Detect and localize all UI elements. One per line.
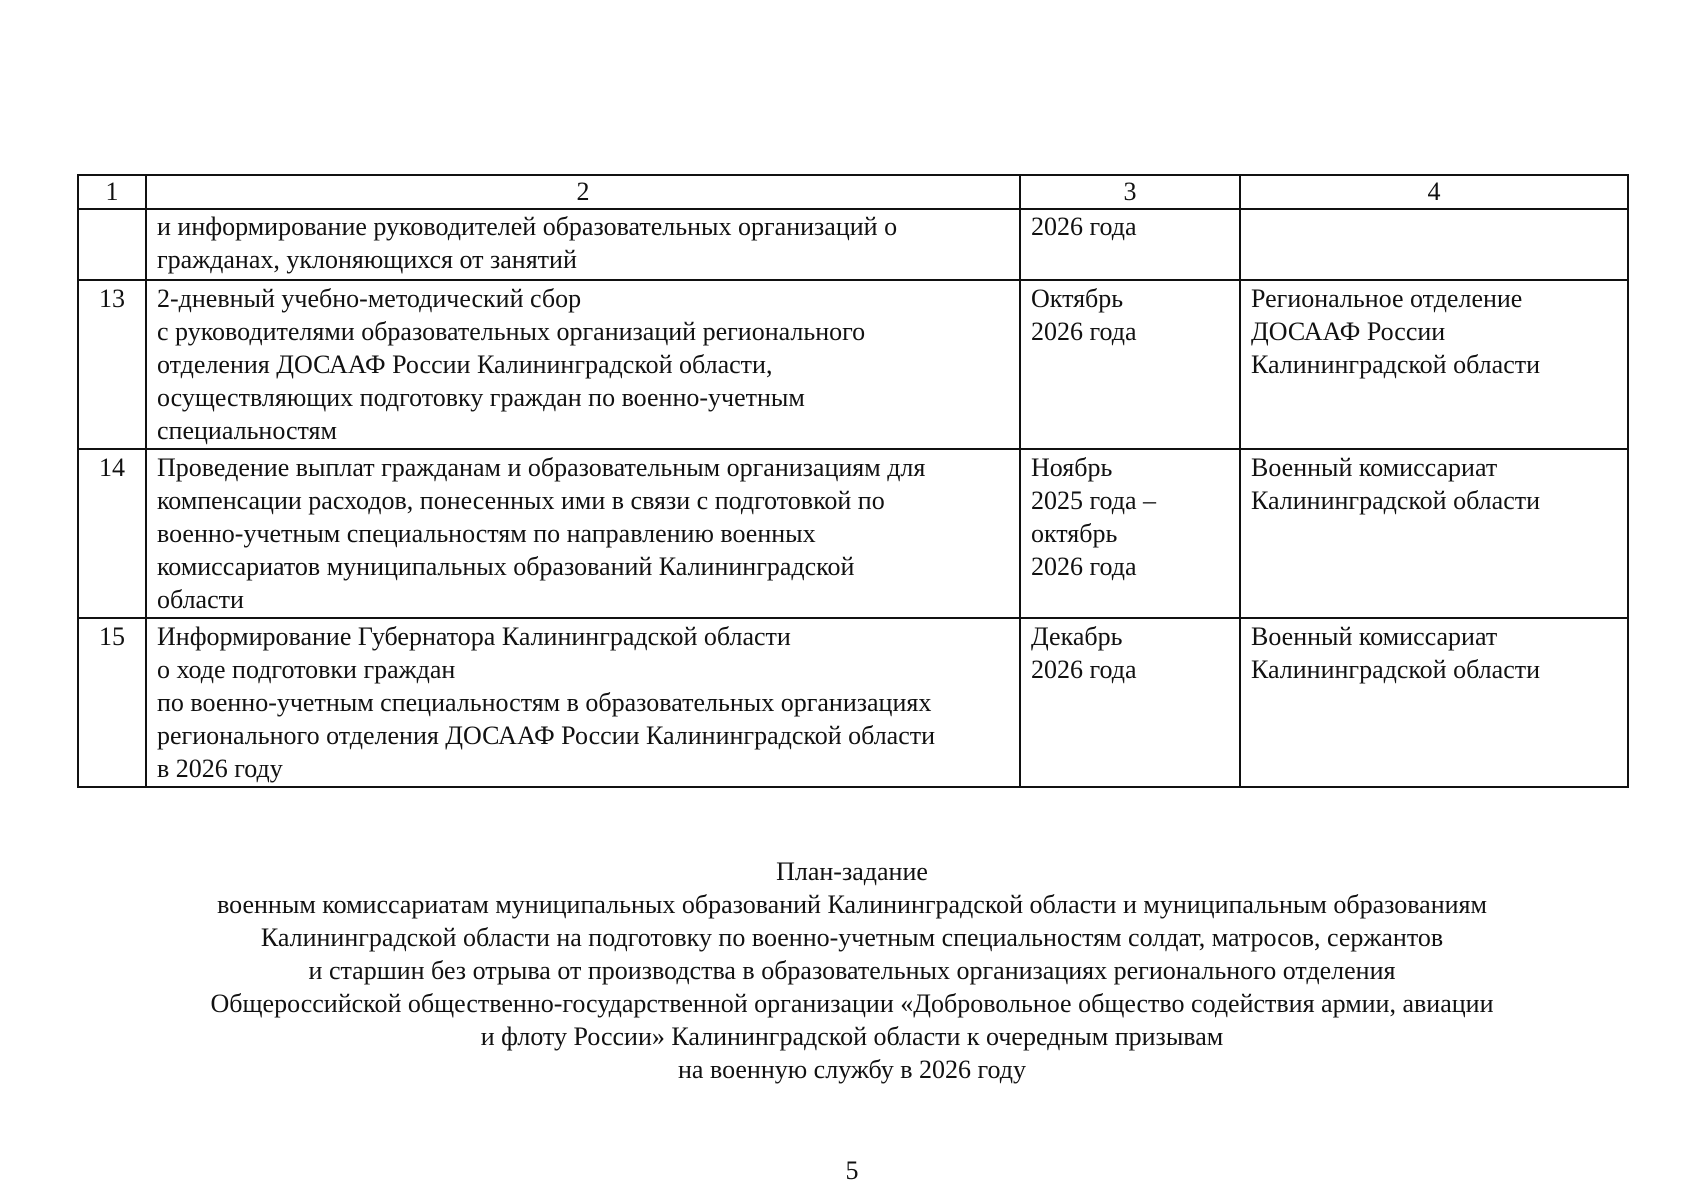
- row-number: 15: [78, 618, 146, 787]
- responsible-line: Региональное отделение: [1251, 284, 1523, 313]
- date-line: 2026 года: [1031, 317, 1137, 346]
- event-line: гражданах, уклоняющихся от занятий: [157, 245, 577, 274]
- event-line: по военно-учетным специальностям в образовательных организациях: [157, 688, 932, 717]
- date-line: 2026 года: [1031, 212, 1137, 241]
- responsible-line: ДОСААФ России: [1251, 317, 1446, 346]
- plan-table: [77, 174, 1629, 788]
- event-line: комиссариатов муниципальных образований Калининградской: [157, 552, 855, 581]
- date-line: Октябрь: [1031, 284, 1124, 313]
- date-cell: [1020, 209, 1240, 280]
- event-cell: [146, 618, 1020, 787]
- responsible-line: Калининградской области: [1251, 655, 1541, 684]
- date-line: Ноябрь: [1031, 453, 1113, 482]
- event-line: компенсации расходов, понесенных ими в связи с подготовкой по: [157, 486, 885, 515]
- responsible-line: Военный комиссариат: [1251, 622, 1498, 651]
- heading-line: Калининградской области на подготовку по военно-учетным специальностям солдат, матросов, сержантов: [260, 923, 1444, 952]
- event-line: и информирование руководителей образовательных организаций о: [157, 212, 898, 241]
- event-line: в 2026 году: [157, 754, 283, 783]
- table-row: [78, 449, 1628, 618]
- plan-heading: [0, 855, 1704, 1086]
- responsible-cell: [1240, 280, 1628, 449]
- responsible-line: Калининградской области: [1251, 350, 1541, 379]
- event-line: осуществляющих подготовку граждан по военно-учетным: [157, 383, 805, 412]
- heading-line: военным комиссариатам муниципальных образований Калининградской области и муниципальным образованиям: [217, 890, 1487, 919]
- page-number: 5: [845, 1156, 859, 1185]
- table-header-row: [78, 175, 1628, 209]
- date-line: 2026 года: [1031, 655, 1137, 684]
- event-line: регионального отделения ДОСААФ России Калининградской области: [157, 721, 936, 750]
- event-line: Проведение выплат гражданам и образовательным организациям для: [157, 453, 926, 482]
- event-line: области: [157, 585, 244, 614]
- table-row: [78, 618, 1628, 787]
- column-header: 3: [1020, 175, 1240, 209]
- responsible-cell: [1240, 449, 1628, 618]
- event-line: Информирование Губернатора Калининградской области: [157, 622, 791, 651]
- event-line: о ходе подготовки граждан: [157, 655, 456, 684]
- date-cell: [1020, 449, 1240, 618]
- heading-line: и старшин без отрыва от производства в образовательных организациях регионального отделения: [308, 956, 1396, 985]
- date-line: октябрь: [1031, 519, 1118, 548]
- row-number: 14: [78, 449, 146, 618]
- event-cell: [146, 209, 1020, 280]
- column-header: 1: [78, 175, 146, 209]
- column-header: 4: [1240, 175, 1628, 209]
- heading-title: План-задание: [776, 857, 928, 886]
- responsible-cell: [1240, 618, 1628, 787]
- date-line: 2026 года: [1031, 552, 1137, 581]
- row-number: 13: [78, 280, 146, 449]
- date-line: Декабрь: [1031, 622, 1123, 651]
- event-line: отделения ДОСААФ России Калининградской области,: [157, 350, 773, 379]
- heading-line: и флоту России» Калининградской области к очередным призывам: [480, 1022, 1224, 1051]
- table-row: [78, 209, 1628, 280]
- responsible-line: Военный комиссариат: [1251, 453, 1498, 482]
- row-number: [78, 209, 146, 280]
- date-cell: [1020, 280, 1240, 449]
- event-cell: [146, 280, 1020, 449]
- heading-line: на военную службу в 2026 году: [678, 1055, 1026, 1084]
- table-row: [78, 280, 1628, 449]
- responsible-line: Калининградской области: [1251, 486, 1541, 515]
- event-line: специальностям: [157, 416, 337, 445]
- heading-line: Общероссийской общественно-государственной организации «Добровольное общество содействия армии, авиации: [210, 989, 1494, 1018]
- column-header: 2: [146, 175, 1020, 209]
- event-line: 2-дневный учебно-методический сбор: [157, 284, 582, 313]
- date-line: 2025 года –: [1031, 486, 1157, 515]
- date-cell: [1020, 618, 1240, 787]
- event-cell: [146, 449, 1020, 618]
- event-line: военно-учетным специальностям по направлению военных: [157, 519, 816, 548]
- event-line: с руководителями образовательных организаций регионального: [157, 317, 866, 346]
- responsible-cell: [1240, 209, 1628, 280]
